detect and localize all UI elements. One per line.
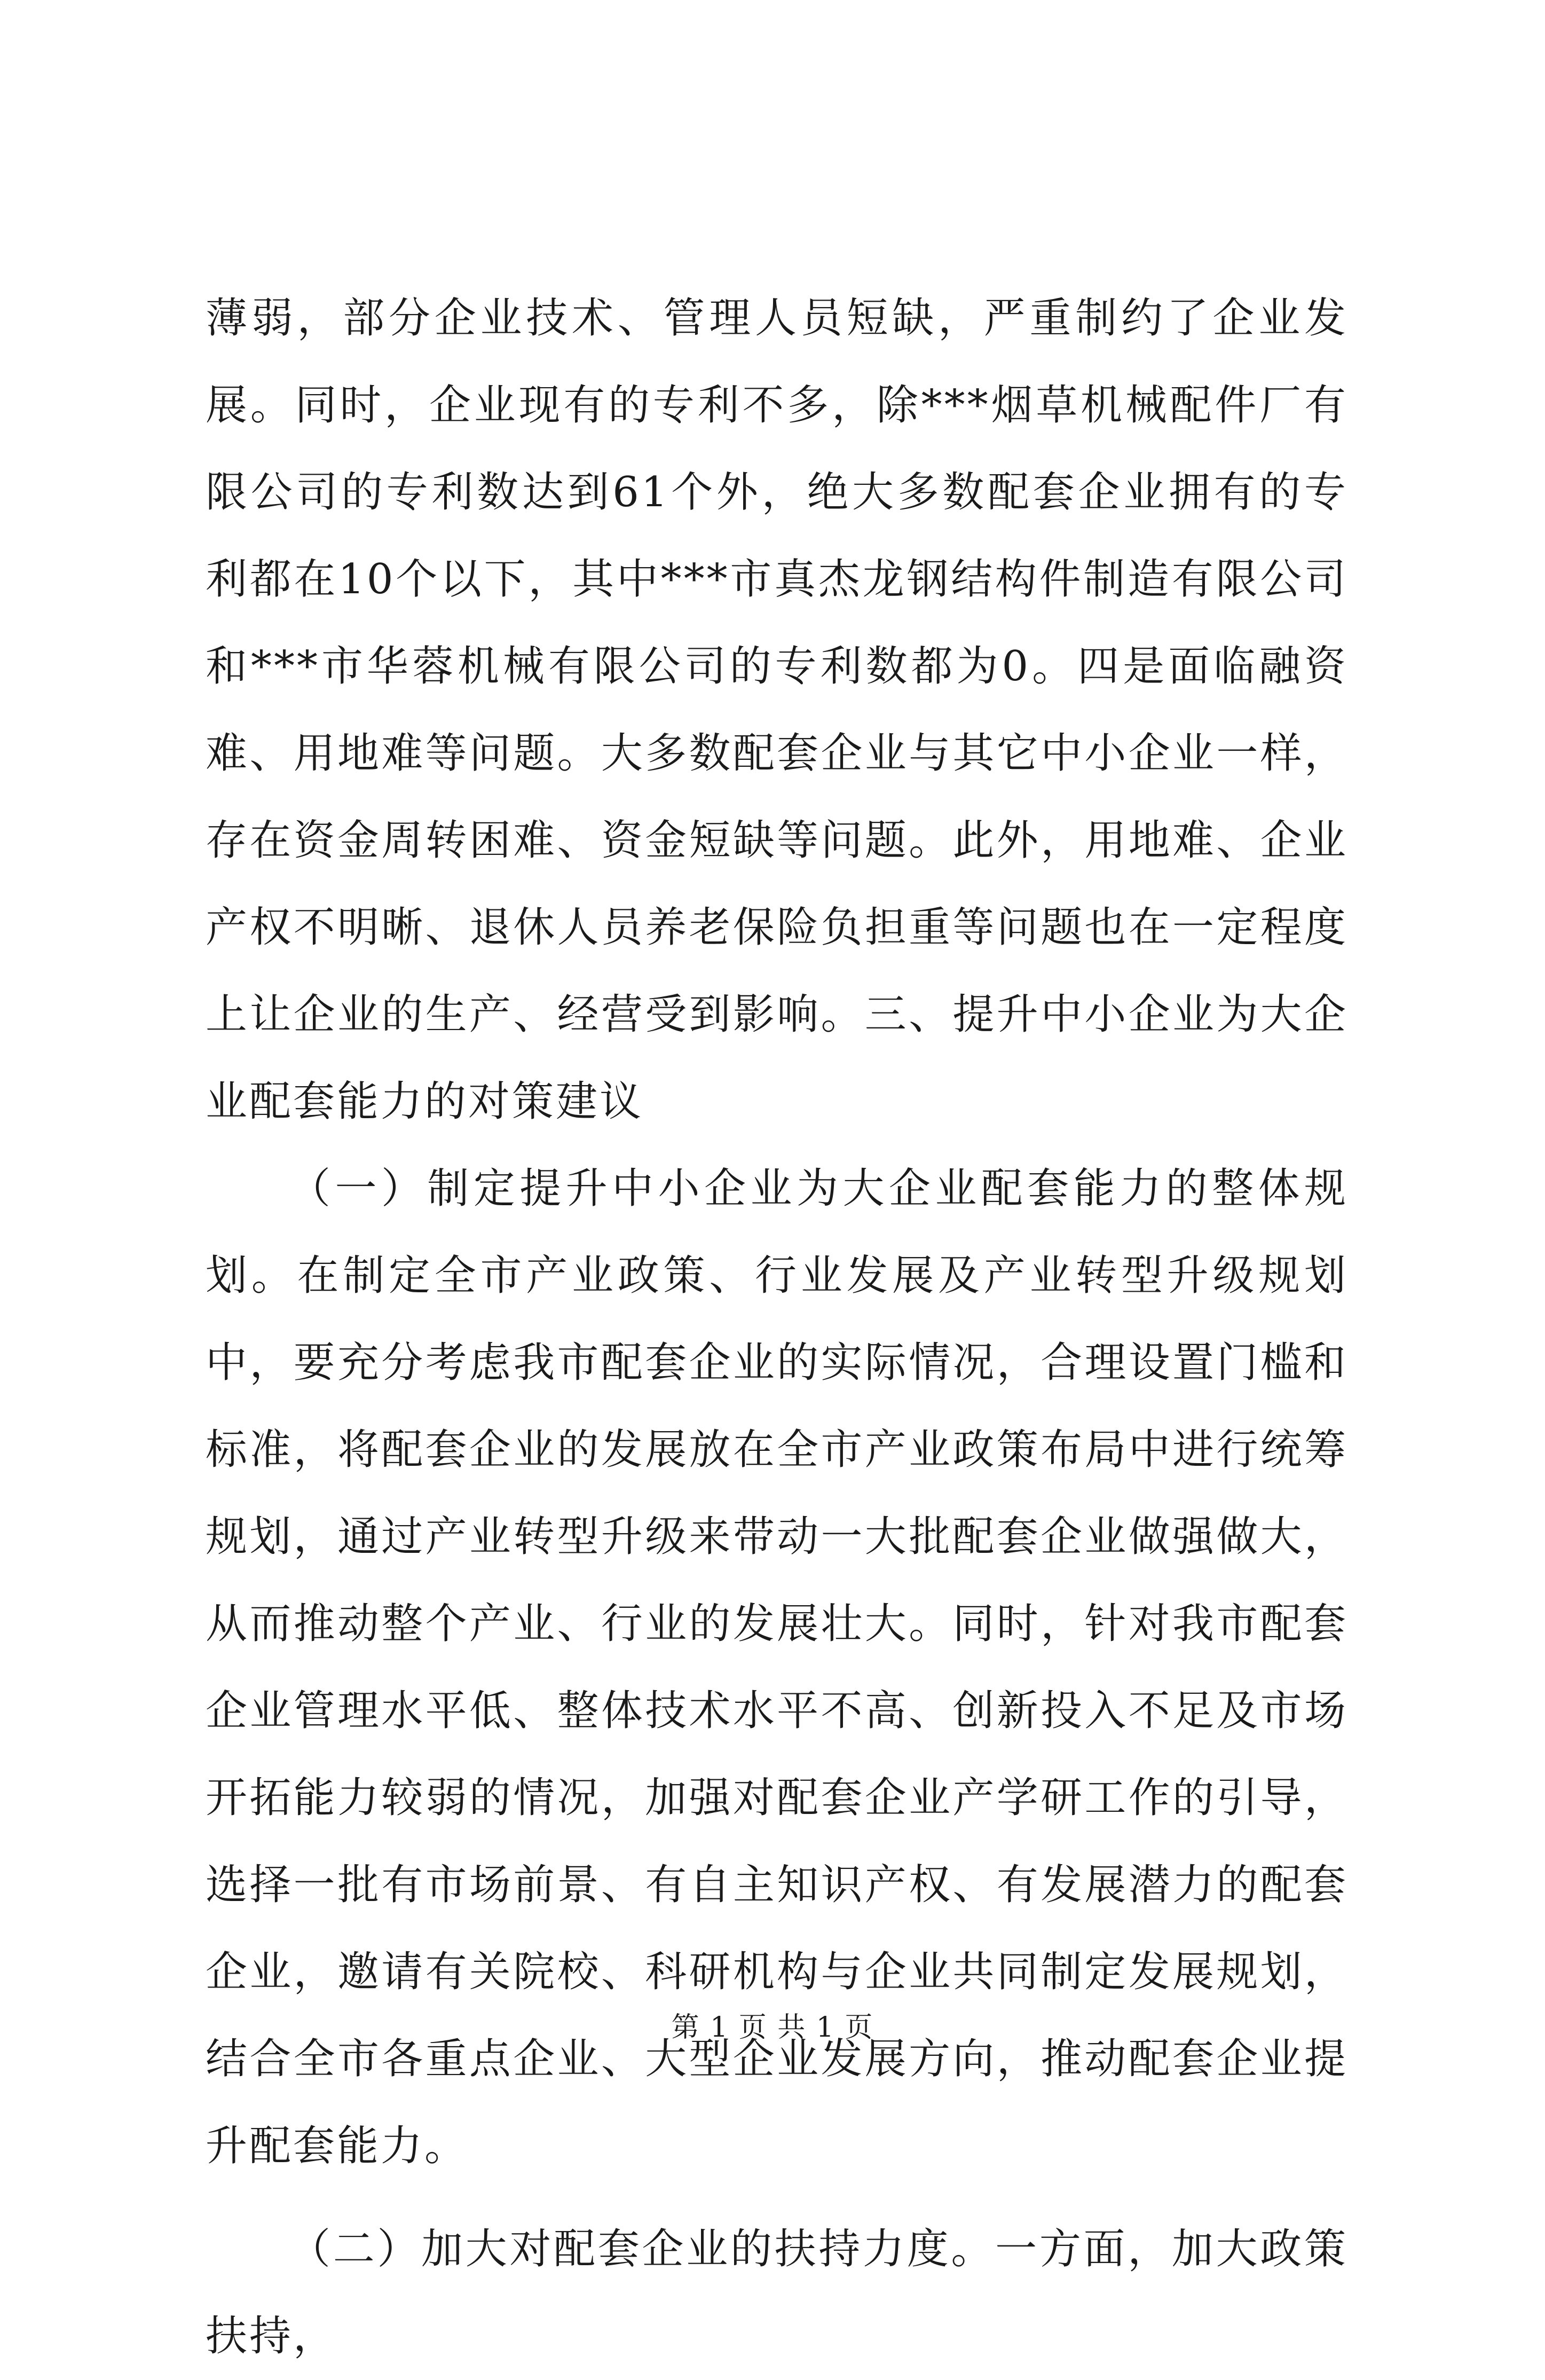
paragraph-section-one: （一）制定提升中小企业为大企业配套能力的整体规划。在制定全市产业政策、行业发展及产业转型升级规划中，要充分考虑我市配套企业的实际情况，合理设置门槛和标准，将配套企业的发展放在全市产业政策布局中进行统筹规划，通过产业转型升级来带动一大批配套企业做强做大，从而推动整个产业、行业的发展壮大。同时，针对我市配套企业管理水平低、整体技术水平不高、创新投入不足及市场开拓能力较弱的情况，加强对配套企业产学研工作的引导，选择一批有市场前景、有自主知识产权、有发展潜力的配套企业，邀请有关院校、科研机构与企业共同制定发展规划，结合全市各重点企业、大型企业发展方向，推动配套企业提升配套能力。: [206, 1165, 1348, 2170]
document-body: [206, 275, 1348, 2380]
page-footer: 第 1 页 共 1 页: [671, 2012, 874, 2044]
paragraph-continuation: 薄弱，部分企业技术、管理人员短缺，严重制约了企业发展。同时，企业现有的专利不多，除***烟草机械配件厂有限公司的专利数达到61个外，绝大多数配套企业拥有的专利都在10个以下，其中***市真杰龙钢结构件制造有限公司和***市华蓉机械有限公司的专利数都为0。四是面临融资难、用地难等问题。大多数配套企业与其它中小企业一样，存在资金周转困难、资金短缺等问题。此外，用地难、企业产权不明晰、退休人员养老保险负担重等问题也在一定程度上让企业的生产、经营受到影响。三、提升中小企业为大企业配套能力的对策建议: [206, 294, 1348, 1126]
paragraph-section-two: （二）加大对配套企业的扶持力度。一方面，加大政策扶持，: [206, 2225, 1348, 2360]
